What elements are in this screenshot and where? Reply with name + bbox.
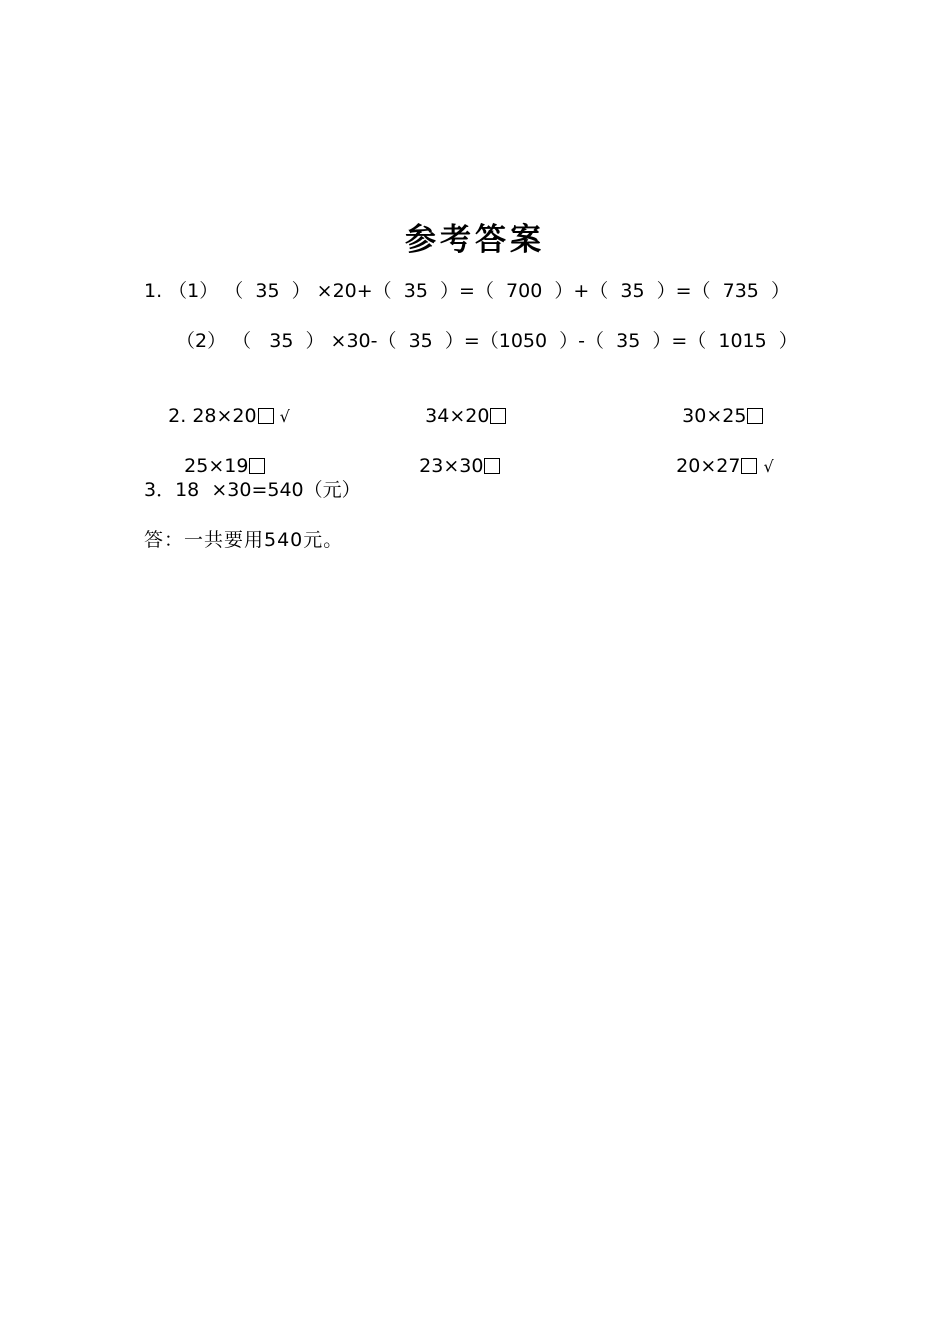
question-2-item-6 [652,427,774,506]
question-3-equation: 3．18 ×30=540（元） [144,479,361,501]
item-expression: 34×20 [425,405,490,427]
question-1-part-1: 1. （1） （ 35 ） ×20+（ 35 ）=（ 700 ）+（ 35 ）=（ 735 ） [144,280,790,302]
item-expression: 30×25 [682,405,747,427]
item-expression: 23×30 [419,455,484,477]
question-2-item-5 [395,427,506,505]
page-title: 参考答案 [405,222,545,258]
answer-box [747,408,763,424]
answer-box [490,408,506,424]
item-expression: 2. 28×20 [168,405,257,427]
item-expression: 25×19 [184,455,249,477]
check-mark: √ [279,407,290,426]
item-expression: 20×27 [676,455,741,477]
check-mark: √ [763,457,774,476]
question-3-answer: 答：一共要用540元。 [144,529,344,551]
question-1-part-2: （2） （ 35 ） ×30-（ 35 ）=（1050 ）-（ 35 ）=（ 1015 ） [176,330,798,352]
answer-box [484,458,500,474]
answer-box [249,458,265,474]
answer-box [741,458,757,474]
answer-box [258,408,274,424]
